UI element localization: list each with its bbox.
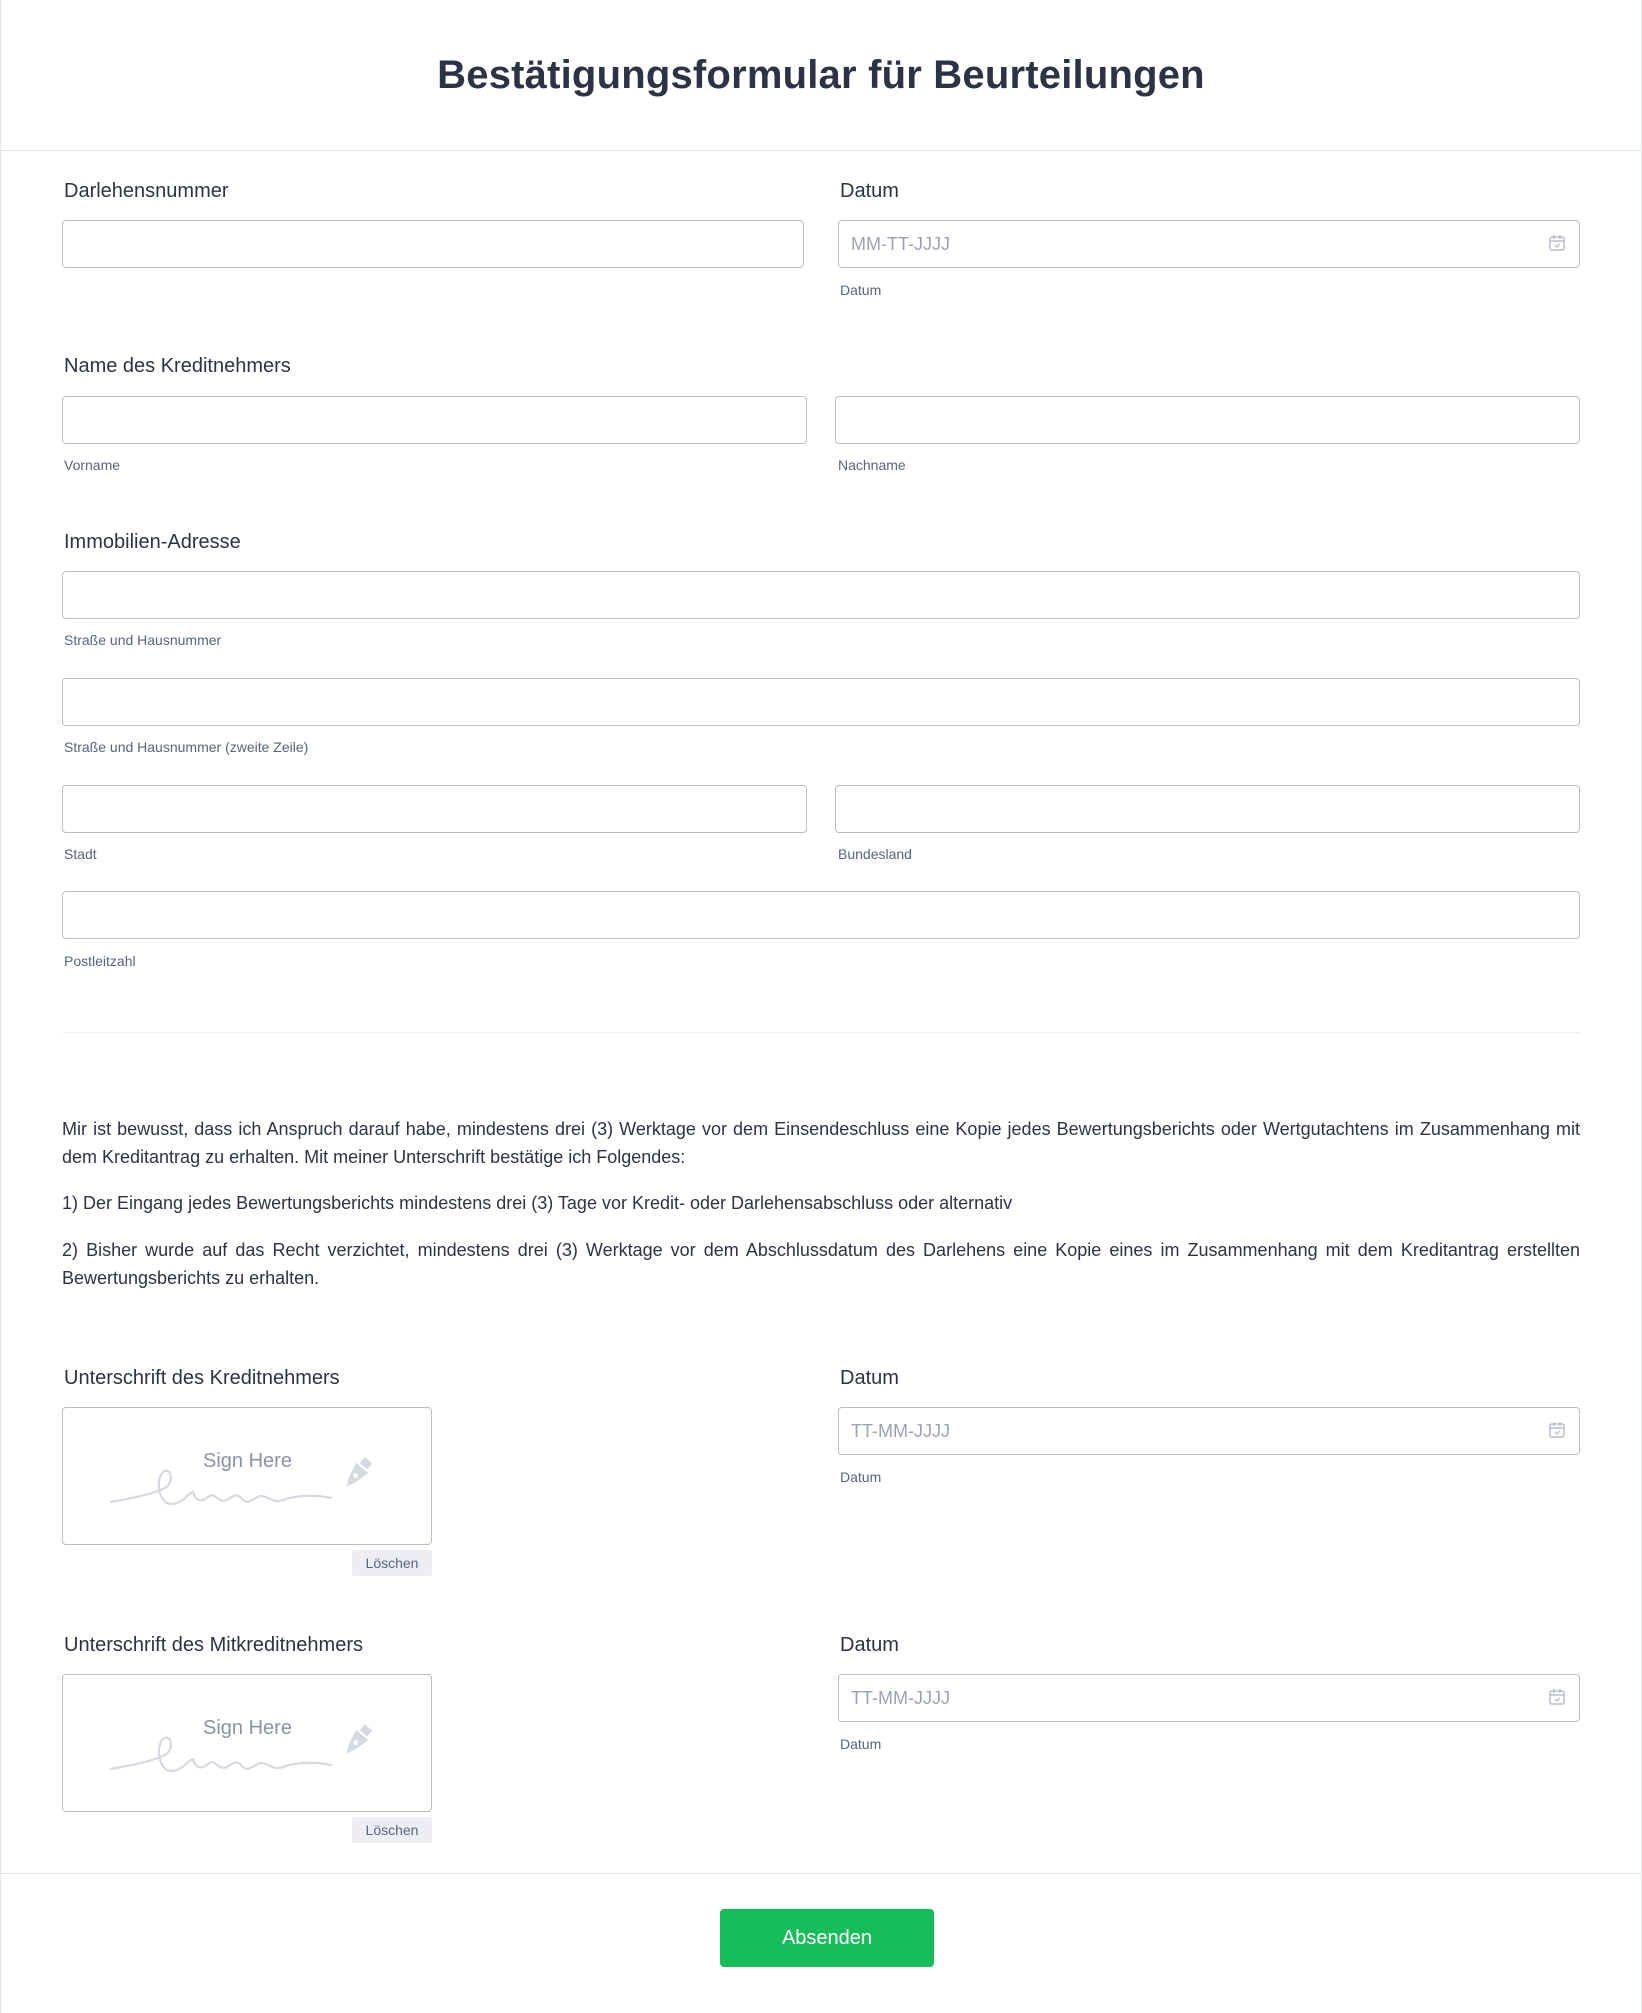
street-input[interactable] <box>62 571 1580 619</box>
state-input[interactable] <box>835 785 1580 833</box>
calendar-icon[interactable] <box>1548 234 1566 252</box>
statement-paragraph-1: Mir ist bewusst, dass ich Anspruch darauf habe, mindestens drei (3) Werktage vor dem Einsendeschluss eine Kopie jedes Bewertungsberichts oder Wertgutachtens im Zusammenhang mit dem Kreditantrag zu erhalten. Mit meiner Unterschrift bestätige ich Folgendes: <box>62 1119 1580 1167</box>
page-left-edge <box>0 0 1 2013</box>
zip-sublabel: Postleitzahl <box>64 953 136 969</box>
address-label: Immobilien-Adresse <box>64 531 241 553</box>
coborrower-date-field[interactable] <box>838 1674 1580 1722</box>
borrower-date-input[interactable] <box>838 1407 1580 1455</box>
calendar-icon[interactable] <box>1548 1421 1566 1439</box>
submit-button[interactable]: Absenden <box>720 1909 934 1967</box>
date-top-label: Datum <box>840 180 899 202</box>
borrower-clear-button[interactable]: Löschen <box>352 1550 432 1576</box>
date-top-sublabel: Datum <box>840 282 882 298</box>
coborrower-date-sublabel: Datum <box>840 1736 882 1752</box>
street2-sublabel: Straße und Hausnummer (zweite Zeile) <box>64 739 309 755</box>
coborrower-date-label: Datum <box>840 1634 899 1656</box>
street-sublabel: Straße und Hausnummer <box>64 632 222 648</box>
pen-icon <box>335 1452 379 1496</box>
borrower-date-field[interactable] <box>838 1407 1580 1455</box>
loan-number-input[interactable] <box>62 220 804 268</box>
calendar-icon[interactable] <box>1548 1688 1566 1706</box>
last-name-input[interactable] <box>835 396 1580 444</box>
street2-input[interactable] <box>62 678 1580 726</box>
city-sublabel: Stadt <box>64 846 97 862</box>
coborrower-clear-button[interactable]: Löschen <box>352 1817 432 1843</box>
date-top-field[interactable] <box>838 220 1580 268</box>
zip-input[interactable] <box>62 891 1580 939</box>
borrower-signature-label: Unterschrift des Kreditnehmers <box>64 1367 340 1389</box>
borrower-signature-pad[interactable] <box>62 1407 432 1545</box>
borrower-sign-here-text: Sign Here <box>203 1450 292 1472</box>
form-title: Bestätigungsformular für Beurteilungen <box>437 52 1205 97</box>
footer-divider <box>0 1873 1642 1874</box>
coborrower-sign-here-text: Sign Here <box>203 1717 292 1739</box>
statement-paragraph-2: 1) Der Eingang jedes Bewertungsberichts mindestens drei (3) Tage vor Kredit- oder Darlehensabschluss oder alternativ <box>62 1193 1013 1213</box>
first-name-sublabel: Vorname <box>64 457 121 473</box>
city-input[interactable] <box>62 785 807 833</box>
coborrower-date-input[interactable] <box>838 1674 1580 1722</box>
date-top-input[interactable] <box>838 220 1580 268</box>
last-name-sublabel: Nachname <box>838 457 906 473</box>
coborrower-signature-pad[interactable] <box>62 1674 432 1812</box>
form-header <box>0 0 1642 151</box>
borrower-date-label: Datum <box>840 1367 899 1389</box>
borrower-name-label: Name des Kreditnehmers <box>64 355 291 377</box>
borrower-date-sublabel: Datum <box>840 1469 882 1485</box>
pen-icon <box>335 1719 379 1763</box>
section-divider <box>62 1032 1580 1033</box>
coborrower-signature-label: Unterschrift des Mitkreditnehmers <box>64 1634 363 1656</box>
loan-number-label: Darlehensnummer <box>64 180 229 202</box>
statement-paragraph-3: 2) Bisher wurde auf das Recht verzichtet, mindestens drei (3) Werktage vor dem Abschlussdatum des Darlehens eine Kopie eines im Zusammenhang mit dem Kreditantrag erstellten Bewertungsberichts zu erhalten. <box>62 1240 1580 1288</box>
state-sublabel: Bundesland <box>838 846 912 862</box>
first-name-input[interactable] <box>62 396 807 444</box>
